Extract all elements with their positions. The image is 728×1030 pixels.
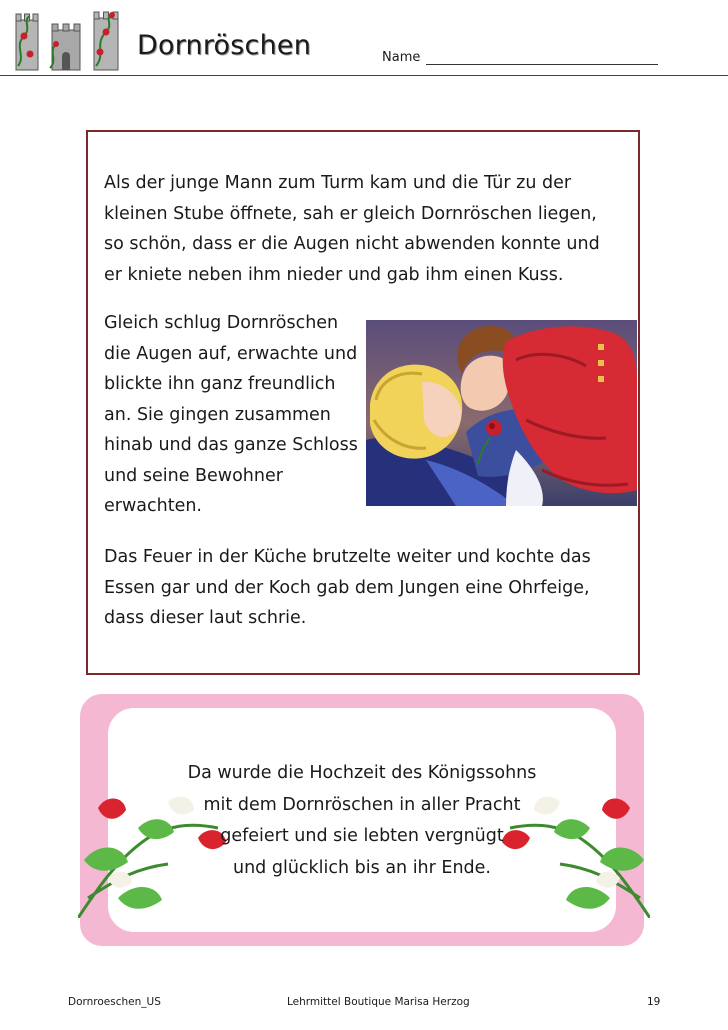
story-paragraph-3: Das Feuer in der Küche brutzelte weiter und kochte das Essen gar und der Koch gab dem Jungen eine Ohrfeige, dass dieser laut schrie.	[104, 547, 591, 628]
ending-text	[140, 758, 584, 884]
ending-line-2: mit dem Dornröschen in aller Pracht	[203, 794, 521, 815]
name-label: Name	[382, 50, 421, 65]
castle-icon	[12, 6, 124, 72]
ending-line-4: und glücklich bis an ihr Ende.	[233, 857, 491, 878]
name-input-line	[426, 64, 658, 65]
footer-publisher: Lehrmittel Boutique Marisa Herzog	[287, 996, 470, 1008]
ending-line-3: gefeiert und sie lebten vergnügt	[220, 826, 504, 846]
footer-page-number: 19	[647, 996, 661, 1008]
story-paragraph-1: Als der junge Mann zum Turm kam und die Tür zu der kleinen Stube öffnete, sah er gleich Dornröschen liegen, so schön, dass er die Augen nicht abwenden konnte und er kniete neben ihm nieder und gab ihm einen Kuss.	[104, 173, 600, 285]
page-title: Dornröschen	[137, 30, 312, 61]
header-divider	[0, 75, 728, 76]
footer-filename: Dornroeschen_US	[68, 996, 161, 1008]
prince-kiss-illustration	[366, 320, 637, 506]
story-paragraph-2: Gleich schlug Dornröschen die Augen auf, erwachte und blickte ihn ganz freundlich an. Sie gingen zusammen hinab und das ganze Schloss und seine Bewohner erwachten.	[104, 313, 358, 516]
page-header	[0, 0, 728, 76]
ending-line-1: Da wurde die Hochzeit des Königssohns	[187, 763, 537, 783]
